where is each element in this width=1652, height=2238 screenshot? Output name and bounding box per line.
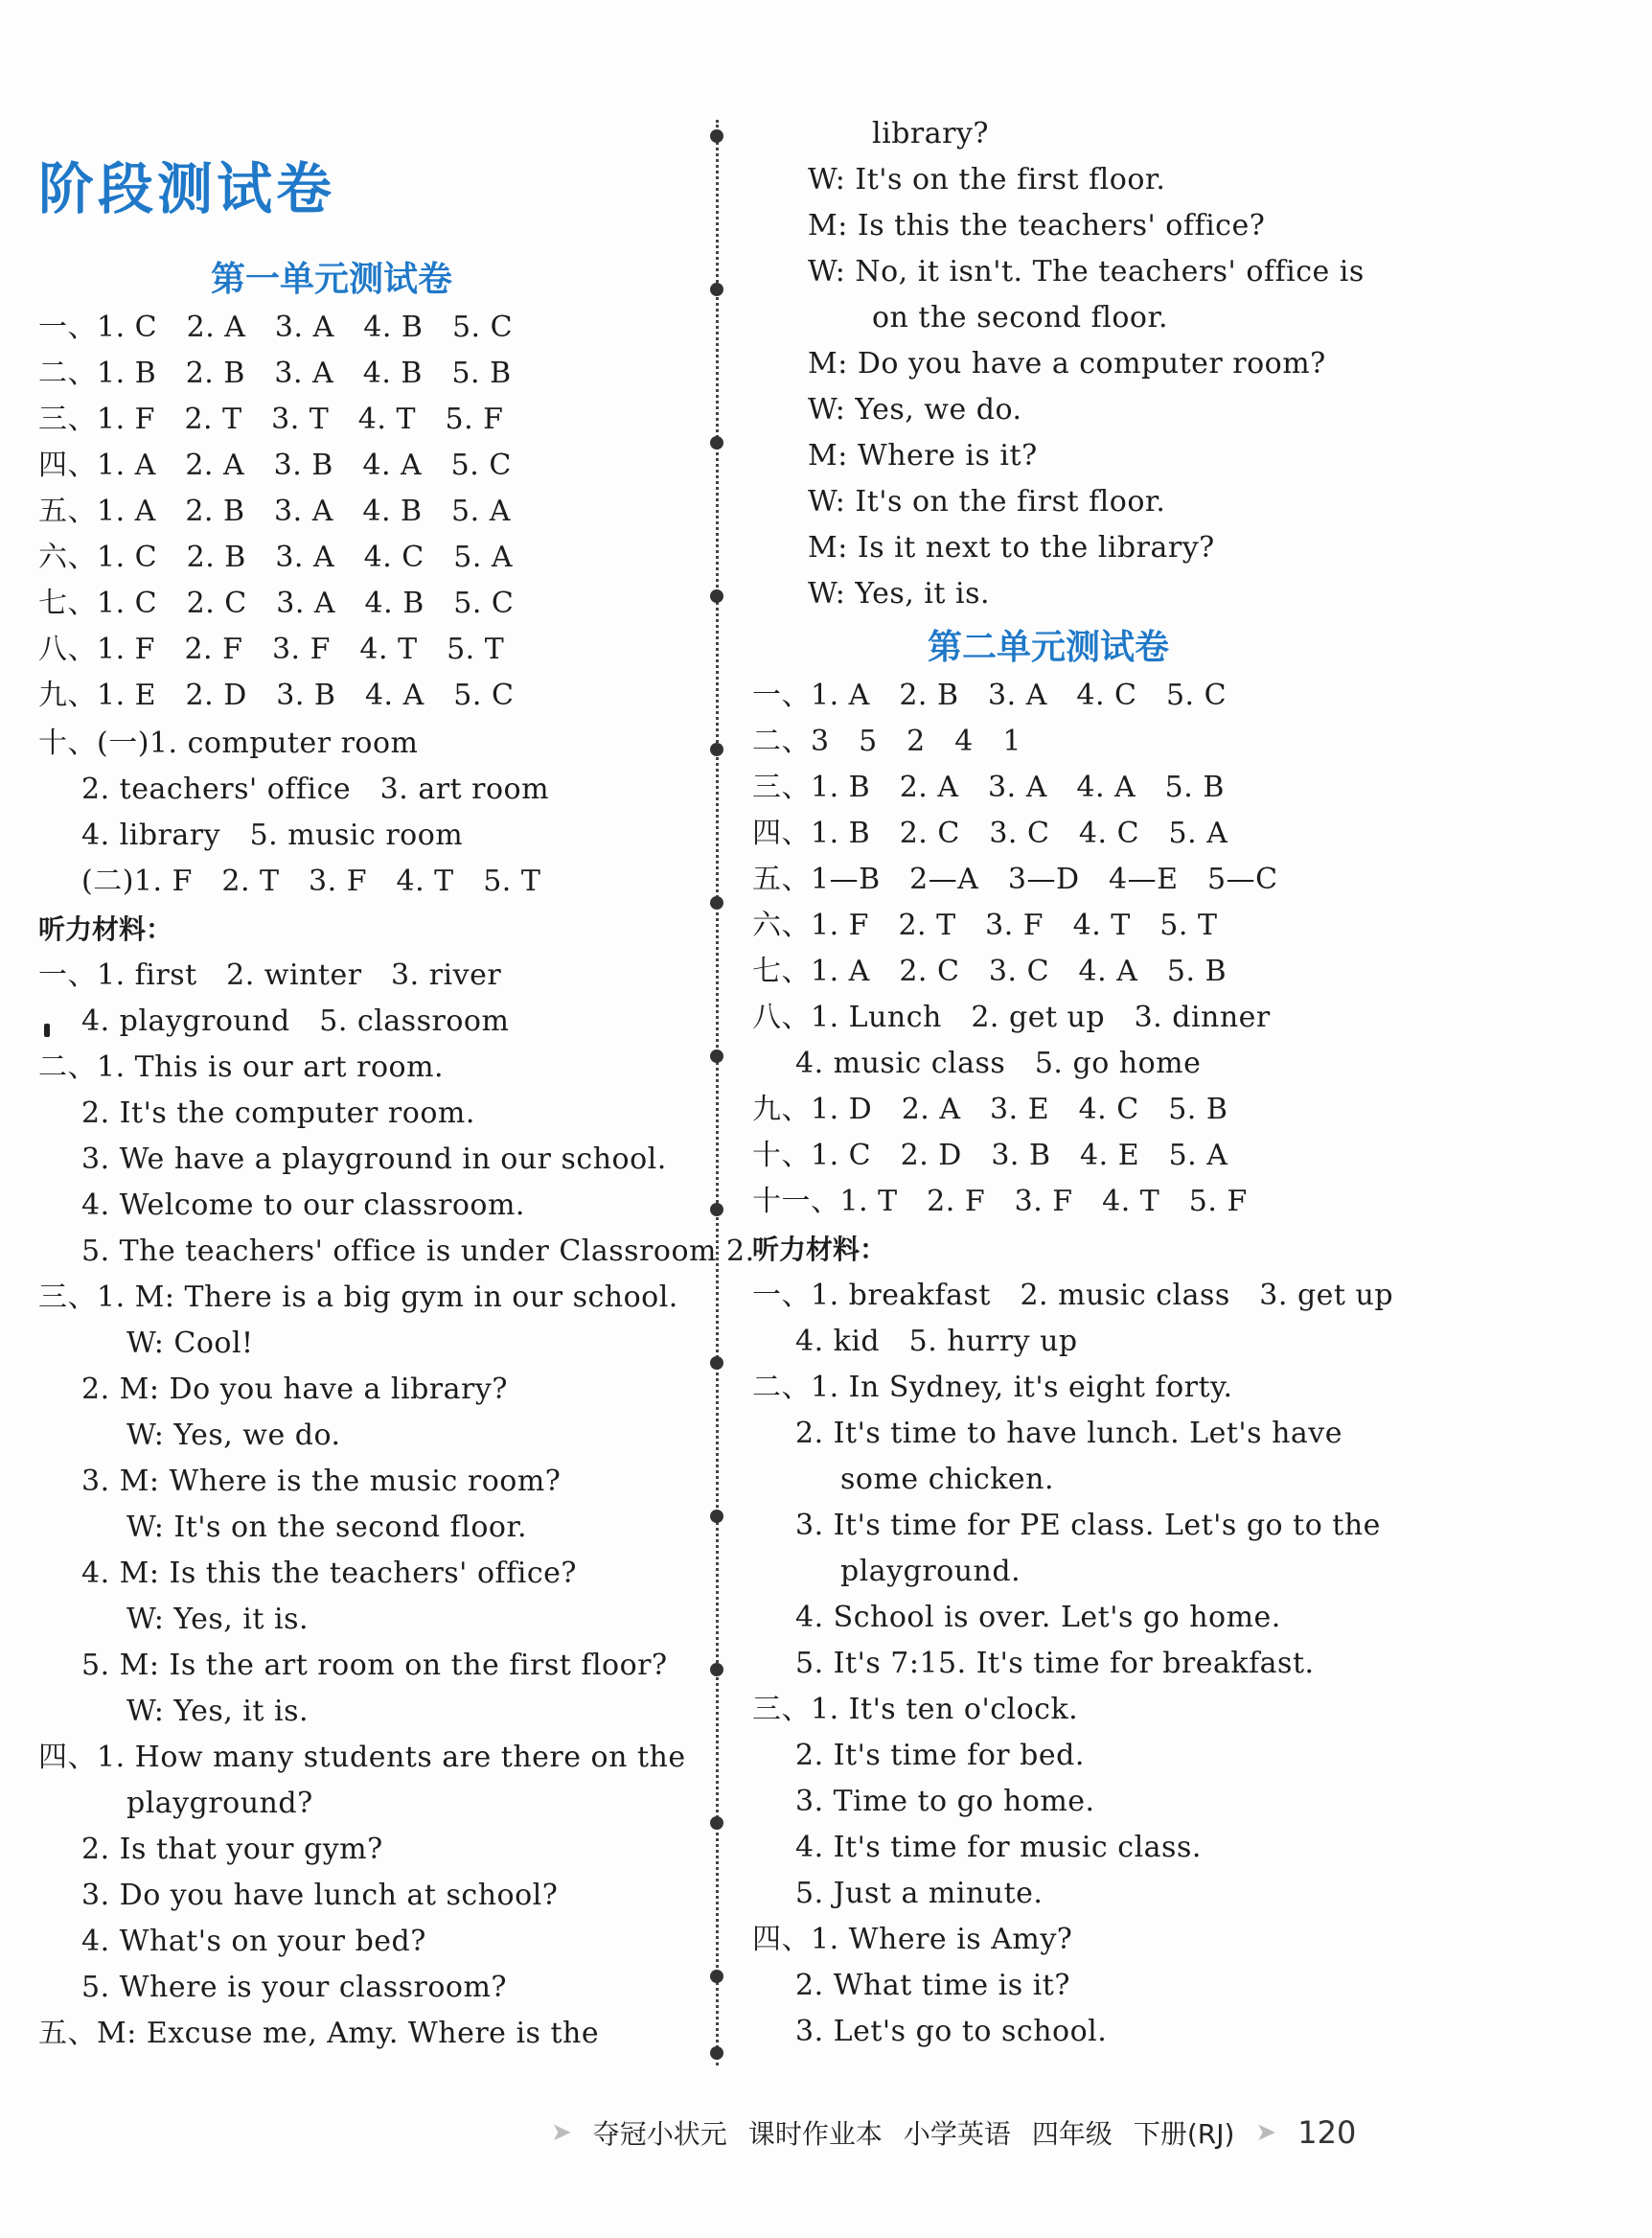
divider-dot (710, 1816, 723, 1830)
unit1-listening-19: playground? (126, 1787, 313, 1820)
unit1-answer-8: 八、1. F 2. F 3. F 4. T 5. T (38, 633, 505, 666)
footer-subject: 小学英语 (903, 2118, 1011, 2150)
unit1-listening-10: 2. M: Do you have a library? (81, 1373, 508, 1406)
unit2-listening-6: 3. It's time for PE class. Let's go to the (795, 1509, 1381, 1542)
unit2-listening-13: 4. It's time for music class. (795, 1831, 1202, 1864)
dialogue-line-6: M: Do you have a computer room? (808, 347, 1326, 381)
unit1-listening-7: 5. The teachers' office is under Classroom 2. (81, 1234, 755, 1268)
unit2-listening-label: 听力材料： (752, 1234, 887, 1265)
unit2-answer-8: 八、1. Lunch 2. get up 3. dinner (752, 1001, 1271, 1034)
unit1-answer-2: 二、1. B 2. B 3. A 4. B 5. B (38, 357, 512, 390)
divider-dot (710, 129, 723, 143)
unit2-listening-16: 2. What time is it? (795, 1969, 1070, 2002)
dialogue-line-10: M: Is it next to the library? (808, 531, 1215, 565)
unit1-answer-11: 2. teachers' office 3. art room (81, 773, 550, 806)
unit1-listening-12: 3. M: Where is the music room? (81, 1465, 562, 1498)
dialogue-line-1: library? (872, 117, 989, 150)
unit2-listening-7: playground. (840, 1555, 1021, 1588)
unit1-heading: 第一单元测试卷 (211, 260, 453, 299)
unit2-listening-9: 5. It's 7:15. It's time for breakfast. (795, 1647, 1315, 1680)
unit1-listening-16: 5. M: Is the art room on the first floor? (81, 1649, 668, 1682)
unit1-listening-label: 听力材料： (38, 913, 173, 945)
unit1-answer-5: 五、1. A 2. B 3. A 4. B 5. A (38, 495, 511, 528)
unit2-answer-12: 十一、1. T 2. F 3. F 4. T 5. F (752, 1185, 1248, 1218)
divider-dot (710, 743, 723, 756)
unit1-listening-8: 三、1. M: There is a big gym in our school. (38, 1281, 678, 1314)
unit1-listening-23: 5. Where is your classroom? (81, 1971, 508, 2004)
unit1-listening-15: W: Yes, it is. (126, 1603, 310, 1636)
unit1-answer-9: 九、1. E 2. D 3. B 4. A 5. C (38, 679, 515, 712)
page-number: 120 (1297, 2114, 1357, 2151)
unit2-listening-4: 2. It's time to have lunch. Let's have (795, 1417, 1342, 1450)
dialogue-line-5: on the second floor. (872, 301, 1169, 335)
unit1-listening-17: W: Yes, it is. (126, 1695, 310, 1728)
unit1-answer-13: (二)1. F 2. T 3. F 4. T 5. T (81, 865, 541, 898)
unit2-listening-3: 二、1. In Sydney, it's eight forty. (752, 1371, 1233, 1404)
unit2-answer-7: 七、1. A 2. C 3. C 4. A 5. B (752, 955, 1228, 988)
unit1-listening-5: 3. We have a playground in our school. (81, 1142, 667, 1176)
unit1-listening-20: 2. Is that your gym? (81, 1833, 383, 1866)
unit1-listening-11: W: Yes, we do. (126, 1419, 341, 1452)
footer-brand: 夺冠小状元 (592, 2118, 727, 2150)
divider-dot (710, 589, 723, 603)
unit2-answer-1: 一、1. A 2. B 3. A 4. C 5. C (752, 679, 1228, 712)
dialogue-line-3: M: Is this the teachers' office? (808, 209, 1266, 242)
unit2-answer-2: 二、3 5 2 4 1 (752, 725, 1021, 758)
unit1-listening-21: 3. Do you have lunch at school? (81, 1879, 559, 1912)
bullet-mark (44, 1024, 50, 1037)
divider-dot (710, 1970, 723, 1983)
unit1-answer-7: 七、1. C 2. C 3. A 4. B 5. C (38, 587, 515, 620)
unit2-answer-10: 九、1. D 2. A 3. E 4. C 5. B (752, 1093, 1228, 1126)
column-divider (716, 120, 719, 2065)
page-title: 阶段测试卷 (38, 156, 336, 221)
footer-book: 课时作业本 (747, 2118, 883, 2150)
unit1-listening-14: 4. M: Is this the teachers' office? (81, 1557, 577, 1590)
unit1-listening-22: 4. What's on your bed? (81, 1925, 426, 1958)
unit2-answer-5: 五、1—B 2—A 3—D 4—E 5—C (752, 863, 1278, 896)
unit1-listening-4: 2. It's the computer room. (81, 1096, 475, 1130)
unit2-listening-14: 5. Just a minute. (795, 1877, 1044, 1910)
divider-dot (710, 283, 723, 296)
unit1-answer-10: 十、(一)1. computer room (38, 727, 419, 760)
unit2-answer-9: 4. music class 5. go home (795, 1047, 1202, 1080)
dialogue-line-4: W: No, it isn't. The teachers' office is (808, 255, 1365, 288)
unit1-answer-3: 三、1. F 2. T 3. T 4. T 5. F (38, 403, 504, 436)
unit1-listening-1: 一、1. first 2. winter 3. river (38, 958, 502, 992)
unit1-listening-3: 二、1. This is our art room. (38, 1050, 445, 1084)
unit1-listening-13: W: It's on the second floor. (126, 1511, 528, 1544)
unit2-listening-5: some chicken. (840, 1463, 1055, 1496)
unit2-listening-12: 3. Time to go home. (795, 1785, 1095, 1818)
unit1-listening-6: 4. Welcome to our classroom. (81, 1188, 525, 1222)
unit1-answer-12: 4. library 5. music room (81, 819, 464, 852)
unit2-answer-3: 三、1. B 2. A 3. A 4. A 5. B (752, 771, 1225, 804)
unit1-answer-1: 一、1. C 2. A 3. A 4. B 5. C (38, 311, 514, 344)
footer-volume: 下册(RJ) (1133, 2118, 1235, 2150)
dialogue-line-8: M: Where is it? (808, 439, 1038, 473)
unit1-listening-9: W: Cool! (126, 1327, 254, 1360)
chevron-right-icon: ➤ (1255, 2118, 1277, 2147)
dialogue-line-11: W: Yes, it is. (808, 577, 991, 611)
unit2-listening-1: 一、1. breakfast 2. music class 3. get up (752, 1279, 1394, 1312)
unit2-listening-15: 四、1. Where is Amy? (752, 1923, 1073, 1956)
unit2-listening-2: 4. kid 5. hurry up (795, 1325, 1078, 1358)
divider-dot (710, 1050, 723, 1063)
unit2-answer-4: 四、1. B 2. C 3. C 4. C 5. A (752, 817, 1228, 850)
divider-dot (710, 1356, 723, 1370)
unit2-listening-11: 2. It's time for bed. (795, 1739, 1085, 1772)
footer-grade: 四年级 (1031, 2118, 1113, 2150)
unit2-answer-11: 十、1. C 2. D 3. B 4. E 5. A (752, 1139, 1228, 1172)
unit1-listening-2: 4. playground 5. classroom (81, 1004, 510, 1038)
divider-dot (710, 1663, 723, 1676)
unit2-heading: 第二单元测试卷 (928, 628, 1170, 667)
divider-dot (710, 436, 723, 450)
unit1-listening-18: 四、1. How many students are there on the (38, 1741, 686, 1774)
unit1-answer-6: 六、1. C 2. B 3. A 4. C 5. A (38, 541, 514, 574)
divider-dot (710, 1203, 723, 1216)
unit2-listening-10: 三、1. It's ten o'clock. (752, 1693, 1079, 1726)
divider-dot (710, 2046, 723, 2060)
dialogue-line-7: W: Yes, we do. (808, 393, 1022, 427)
page-footer (551, 2113, 1356, 2152)
divider-dot (710, 896, 723, 910)
unit2-listening-8: 4. School is over. Let's go home. (795, 1601, 1281, 1634)
unit2-answer-6: 六、1. F 2. T 3. F 4. T 5. T (752, 909, 1218, 942)
dialogue-line-2: W: It's on the first floor. (808, 163, 1166, 196)
unit2-listening-17: 3. Let's go to school. (795, 2015, 1108, 2048)
dialogue-line-9: W: It's on the first floor. (808, 485, 1166, 519)
unit1-answer-4: 四、1. A 2. A 3. B 4. A 5. C (38, 449, 512, 482)
divider-dot (710, 1510, 723, 1523)
unit1-listening-24: 五、M: Excuse me, Amy. Where is the (38, 2017, 600, 2050)
chevron-right-icon: ➤ (551, 2118, 572, 2147)
